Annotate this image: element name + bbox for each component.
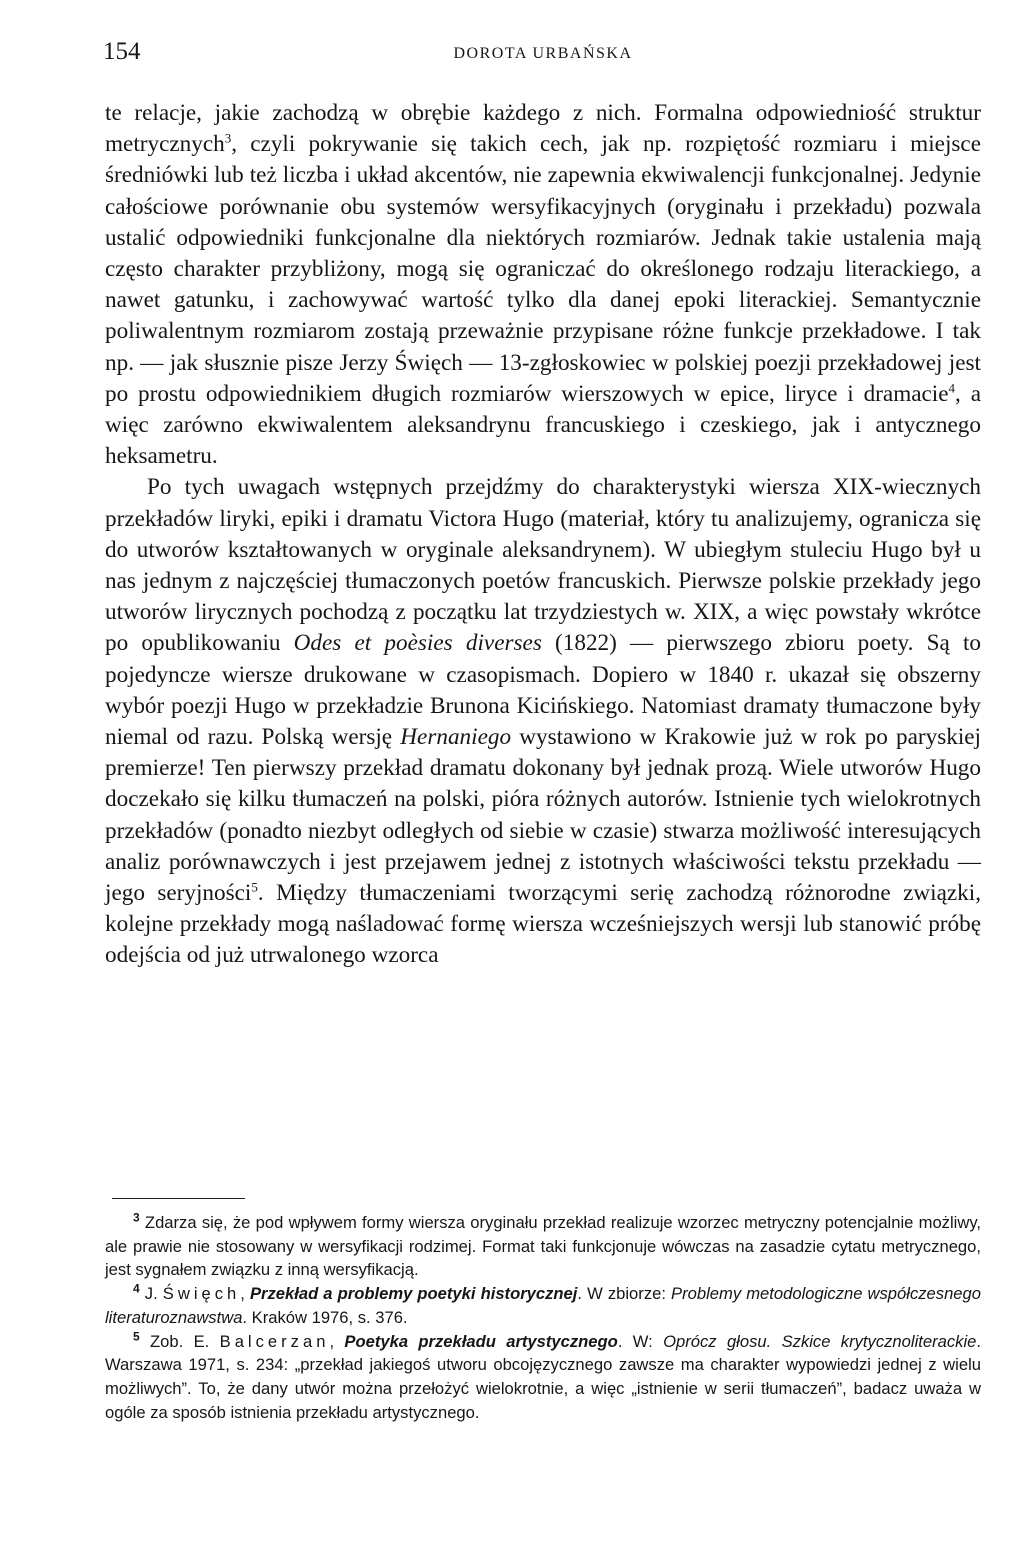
- running-head: DOROTA URBAŃSKA: [453, 45, 633, 62]
- paragraph-2-part-4: . Między tłumaczeniami tworzącymi serię zachodzą różnorodne związki, kolejne przekłady mogą naśladować formę wiersza wcześniejszych wersji lub stanowić próbę odejścia od już utrwalonego wzorca: [105, 880, 981, 969]
- paragraph-1-part-3: , a więc zarówno ekwiwalentem aleksandrynu francuskiego i czeskiego, jak i antycznego heksametru.: [105, 380, 981, 470]
- footnote-5-book: Oprócz głosu. Szkice krytycznoliterackie: [663, 1331, 977, 1351]
- paragraph-2-part-1: Po tych uwagach wstępnych przejdźmy do charakterystyki wiersza XIX-wiecznych przekładów liryki, epiki i dramatu Victora Hugo (materiał, który tu analizujemy, ogranicza się do utworów kształtowanych w oryginale aleksandrynem). W ubiegłym stuleciu Hugo był u nas jednym z najczęściej tłumaczonych poetów francuskich. Pierwsze polskie przekłady jego utworów lirycznych pochodzą z początku lat trzydziestych w. XIX, a więc powstały wkrótce po opublikowaniu: [105, 474, 981, 657]
- title-hernani: Hernaniego: [400, 724, 512, 751]
- footnote-5-suffix: . Warszawa 1971, s. 234: „przekład jakiegoś utworu obcojęzycznego zawsze ma charakter wypowiedzi jednej z wielu możliwych”. To, że dany utwór można przełożyć wielokrotnie, a więc „istnienie w serii tłumaczeń”, badacz uważa w ogóle za sposób istnienia przekładu artystycznego.: [105, 1331, 981, 1422]
- footnote-ref-5: 5: [251, 879, 258, 895]
- footnote-ref-3: 3: [224, 130, 232, 146]
- footnote-ref-4: 4: [948, 380, 956, 396]
- paragraph-1: [105, 98, 981, 472]
- footnote-5: [105, 1330, 981, 1425]
- footnote-4-title: Przekład a problemy poetyki historycznej: [249, 1284, 578, 1304]
- footnote-4-prefix: J.: [139, 1284, 163, 1304]
- footnote-4-collection: Problemy metodologiczne współczesnego literaturoznawstwa: [105, 1284, 981, 1327]
- footnote-5-in: . W:: [617, 1331, 664, 1351]
- footnote-5-sep: ,: [329, 1331, 345, 1351]
- footnotes: [105, 1211, 981, 1424]
- paragraph-2: [105, 472, 981, 971]
- footnote-4-in: . W zbiorze:: [577, 1284, 672, 1304]
- footnote-5-prefix: Zob. E.: [139, 1331, 220, 1351]
- footnote-5-author: Balcerzan: [219, 1331, 330, 1351]
- footnote-separator: [112, 1198, 245, 1199]
- page-header: [103, 38, 983, 68]
- paragraph-1-part-2: , czyli pokrywanie się takich cech, jak np. rozpiętość rozmiaru i miejsce średniówki lub też liczba i układ akcentów, nie zapewnia ekwiwalencji funkcjonalnej. Jedynie całościowe porównanie obu systemów wersyfikacyjnych (oryginału i przekładu) pozwala ustalić odpowiedniki funkcjonalne dla niektórych rozmiarów. Jednak takie ustalenia mają często charakter przybliżony, mogą się ograniczać do określonego rodzaju literackiego, a nawet gatunku, i zachowywać wartość tylko dla danej epoki literackiej. Semantycznie poliwalentnym rozmiarom zostają przeważnie przypisane różne funkcje przekładowe. I tak np. — jak słusznie pisze Jerzy Święch — 13-zgłoskowiec w polskiej poezji przekładowej jest po prostu odpowiednikiem długich rozmiarów wierszowych w epice, liryce i dramacie: [105, 131, 981, 407]
- footnote-4: [105, 1282, 981, 1329]
- footnote-5-title: Poetyka przekładu artystycznego: [344, 1331, 618, 1351]
- footnote-3-mark: 3: [133, 1210, 140, 1225]
- footnote-4-author: Święch: [162, 1284, 241, 1304]
- footnote-3-text: Zdarza się, że pod wpływem formy wiersza oryginału przekład realizuje wzorzec metryczny potencjalnie możliwy, ale prawie nie stosowany w wersyfikacji rodzimej. Format taki funkcjonuje wówczas na zasadzie cytatu metrycznego, jest sygnałem związku z inną wersyfikacją.: [105, 1213, 981, 1280]
- footnote-5-mark: 5: [133, 1328, 140, 1343]
- footnote-3: [105, 1211, 981, 1282]
- title-odes: Odes et poèsies diverses: [293, 630, 542, 657]
- page-number: 154: [103, 38, 141, 65]
- footnote-4-suffix: . Kraków 1976, s. 376.: [242, 1307, 408, 1327]
- footnote-4-sep: ,: [240, 1284, 250, 1304]
- footnote-4-mark: 4: [133, 1281, 140, 1296]
- paragraph-2-part-2: (1822) — pierwszego zbioru poety. Są to pojedyncze wiersze drukowane w czasopismach. Dopiero w 1840 r. ukazał się obszerny wybór poezji Hugo w przekładzie Brunona Kicińskiego. Natomiast dramaty tłumaczone były niemal od razu. Polską wersję: [105, 630, 981, 751]
- paragraph-1-part-1: te relacje, jakie zachodzą w obrębie każdego z nich. Formalna odpowiedniość struktur metrycznych: [105, 100, 981, 158]
- main-text: [105, 98, 981, 972]
- paragraph-2-part-3: wystawiono w Krakowie już w rok po paryskiej premierze! Ten pierwszy przekład dramatu dokonany był jednak prozą. Wiele utworów Hugo doczekało się kilku tłumaczeń na polski, pióra różnych autorów. Istnienie tych wielokrotnych przekładów (ponadto niezbyt odległych od siebie w czasie) stwarza możliwość interesujących analiz porównawczych i jest przejawem jednej z istotnych właściwości tekstu przekładu — jego seryjności: [105, 724, 981, 907]
